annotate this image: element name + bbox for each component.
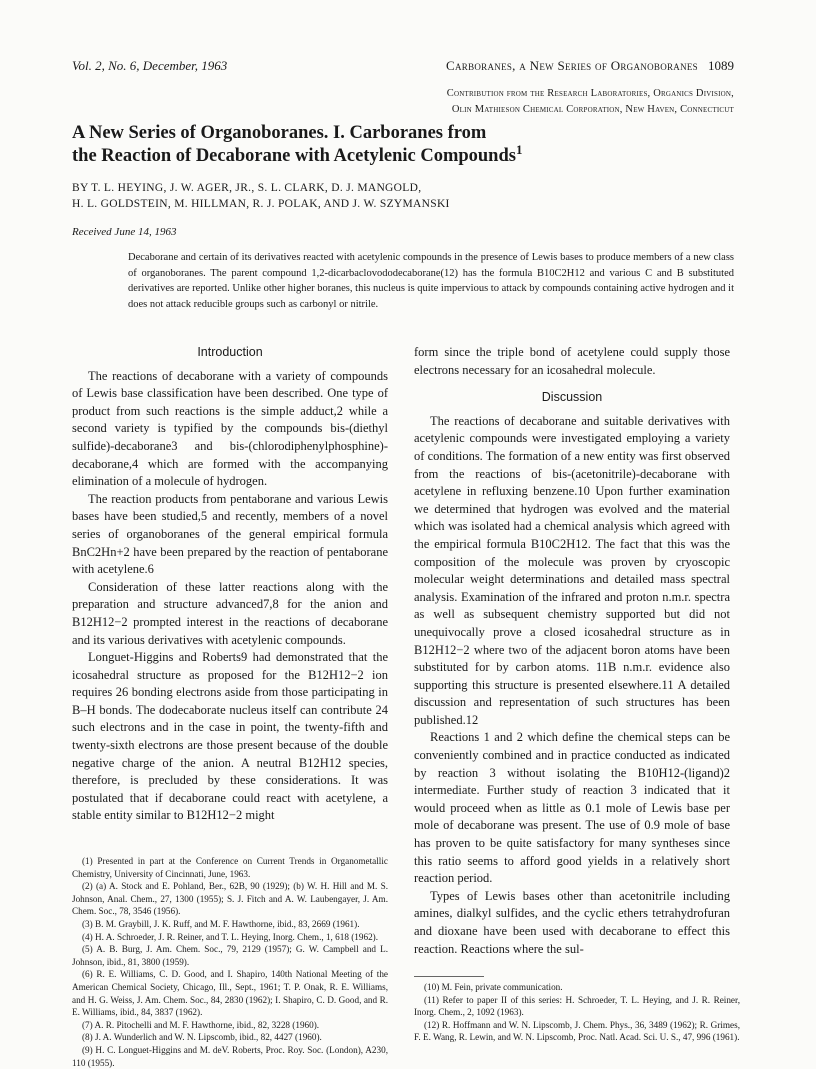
discussion-paragraph-3: Types of Lewis bases other than acetonitrile including amines, dialkyl sulfides, and the cyclic ethers tetrahydrofuran and dioxane have been used with decaborane to effect this reaction. Reactions where the sul-: [414, 888, 730, 956]
intro-paragraph-4: Longuet-Higgins and Roberts9 had demonstrated that the icosahedral structure as proposed for the B12H12−2 ion requires 26 bonding electrons aside from those participating in B–H bonds. The dodecaborate nucleus itself can contribute 24 such electrons and in the case in point, the twenty-fifth and twenty-sixth electrons are those present because of the double negative charge of the anion. A neutral B12H12 species, therefore, is precluded by these considerations. It was postulated that if decaborane could react with acetylene, a stable entity similar to B12H12−2 might: [72, 650, 388, 823]
discussion-paragraph-1: The reactions of decaborane and suitable derivatives with acetylenic compounds were investigated employing a variety of conditions. The formation of a new entity was first observed from the reactions of bis-(acetonitrile)-decaborane with acetylene in refluxing benzene.10 Upon further examination we determined that hydrogen was evolved and the material which was isolated had a chemical analysis which agreed with the empirical formula B10C2H12. The fact that this was the composition of the molecule was proven by cryoscopic molecular weight determinations and detailed mass spectral analysis. Examination of the infrared and proton n.m.r. spectra as well as subsequent chemistry supported but did not unequivocally prove a closed icosahedral structure as in B12H12−2 where two of the adjacent boron atoms have been substituted for by carbon atoms. 11B n.m.r. evidence also supporting this structure is presented elsewhere.11 A detailed discussion and representation of such structures has been published.12: [414, 413, 730, 727]
page-number: 1089: [708, 58, 734, 73]
contribution-line-2: Olin Mathieson Chemical Corporation, New Haven, Connecticut: [451, 104, 734, 115]
footnote-divider: [414, 976, 484, 977]
journal-issue-line: Vol. 2, No. 6, December, 1963: [72, 58, 228, 73]
footnote-3: (3) B. M. Graybill, J. K. Ruff, and M. F. Hawthorne, ibid., 83, 2669 (1961).: [82, 918, 360, 929]
left-column: [72, 344, 388, 825]
authors-line-1: BY T. L. HEYING, J. W. AGER, JR., S. L. CLARK, D. J. MANGOLD,: [72, 182, 422, 194]
footnote-2: (2) (a) A. Stock and E. Pohland, Ber., 62B, 90 (1929); (b) W. H. Hill and M. S. Johnson, Anal. Chem., 27, 1300 (1955); S. J. Fitch and A. W. Laubengayer, J. Am. Chem. Soc., 78, 3546 (1956).: [72, 881, 388, 917]
introduction-heading: Introduction: [197, 345, 263, 359]
abstract: Decaborane and certain of its derivatives reacted with acetylenic compounds in the presence of Lewis bases to produce members of a new class of organoboranes. The parent compound 1,2-dicarbaclovododecaborane(12) has the formula B10C2H12 and various C and B substituted derivatives are reported. Unlike other higher boranes, this nucleus is quite impervious to attack by compounds containing active hydrogen and it does not attack reducible groups such as carbonyl or nitrile.: [128, 252, 734, 310]
intro-paragraph-3: Consideration of these latter reactions along with the preparation and structure advanced7,8 for the anion and B12H12−2 prompted interest in the reactions of decaborane and its various derivatives with acetylenic compounds.: [72, 579, 388, 647]
footnote-4: (4) H. A. Schroeder, J. R. Reiner, and T. L. Heying, Inorg. Chem., 1, 618 (1962).: [82, 931, 379, 942]
authors-line-2: H. L. GOLDSTEIN, M. HILLMAN, R. J. POLAK, AND J. W. SZYMANSKI: [72, 198, 450, 210]
footnote-12: (12) R. Hoffmann and W. N. Lipscomb, J. Chem. Phys., 36, 3489 (1962); R. Grimes, F. E. Wang, R. Lewin, and W. N. Lipscomb, Proc. Natl. Acad. Sci. U. S., 47, 996 (1961).: [414, 1019, 740, 1043]
running-header: [446, 58, 734, 74]
footnote-6: (6) R. E. Williams, C. D. Good, and I. Shapiro, 140th National Meeting of the American Chemical Society, Chicago, Ill., Sept., 1961; T. P. Onak, R. E. Williams, and H. G. Weiss, J. Am. Chem. Soc., 84, 2830 (1962); I. Shapiro, C. D. Good, and R. E. Williams, ibid., 84, 3837 (1962).: [72, 969, 388, 1018]
article-title: [72, 122, 712, 168]
footnote-8: (8) J. A. Wunderlich and W. N. Lipscomb, ibid., 82, 4427 (1960).: [82, 1032, 322, 1043]
contribution-affiliation: [447, 86, 734, 118]
footnote-10: (10) M. Fein, private communication.: [424, 982, 563, 992]
author-list: [72, 180, 450, 212]
right-column: [414, 344, 730, 958]
footnote-5: (5) A. B. Burg, J. Am. Chem. Soc., 79, 2129 (1957); G. W. Campbell and L. Johnson, ibid., 81, 3800 (1959).: [72, 944, 388, 967]
intro-paragraph-2: The reaction products from pentaborane and various Lewis bases have been studied,5 and recently, members of a novel series of organoboranes of the general empirical formula BnC2Hn+2 have been prepared by the reaction of pentaborane with acetylene.6: [72, 491, 388, 577]
title-line-2-text: the Reaction of Decaborane with Acetylenic Compounds: [72, 146, 516, 166]
footnote-7: (7) A. R. Pitochelli and M. F. Hawthorne, ibid., 82, 3228 (1960).: [82, 1019, 320, 1030]
intro-paragraph-1: The reactions of decaborane with a variety of compounds of Lewis base classification have been described. One type of product from such reactions is the simple adduct,2 while a second variety is typified by the compounds bis-(diethyl sulfide)-decaborane3 and bis-(chlorodiphenylphosphine)-decaborane,4 which are formed with the accompanying elimination of a molecule of hydrogen.: [72, 368, 388, 489]
received-date: Received June 14, 1963: [72, 226, 177, 238]
right-footnotes: [414, 972, 740, 1044]
title-line-2: [72, 141, 712, 168]
title-footnote-mark: 1: [515, 141, 523, 157]
footnote-1: (1) Presented in part at the Conference on Current Trends in Organometallic Chemistry, University of Cincinnati, June, 1963.: [72, 856, 388, 879]
discussion-paragraph-2: Reactions 1 and 2 which define the chemical steps can be conveniently combined and in practice conducted as indicated by reaction 3 without isolating the B10H12-(ligand)2 intermediate. Further study of reaction 3 indicated that it would proceed when as little as 0.1 mole of Lewis base per mole of decaborane was present. The use of 0.9 mole of base has proven to be quite satisfactory for many syntheses since this ratio seems to afford good yields in a relatively short reaction period.: [414, 730, 730, 886]
running-title: Carboranes, a New Series of Organoboranes: [446, 58, 698, 73]
contribution-line-1: Contribution from the Research Laboratories, Organics Division,: [446, 88, 734, 99]
left-footnotes: [72, 855, 388, 1069]
discussion-heading: Discussion: [541, 390, 603, 405]
intro-continuation: form since the triple bond of acetylene could supply those electrons necessary for an icosahedral molecule.: [414, 345, 730, 377]
title-line-1: A New Series of Organoboranes. I. Carboranes from: [72, 123, 487, 143]
footnote-11: (11) Refer to paper II of this series: H. Schroeder, T. L. Heying, and J. R. Reiner, Inorg. Chem., 2, 1092 (1963).: [414, 994, 740, 1018]
footnote-9: (9) H. C. Longuet-Higgins and M. deV. Roberts, Proc. Roy. Soc. (London), A230, 110 (1955).: [72, 1044, 388, 1068]
